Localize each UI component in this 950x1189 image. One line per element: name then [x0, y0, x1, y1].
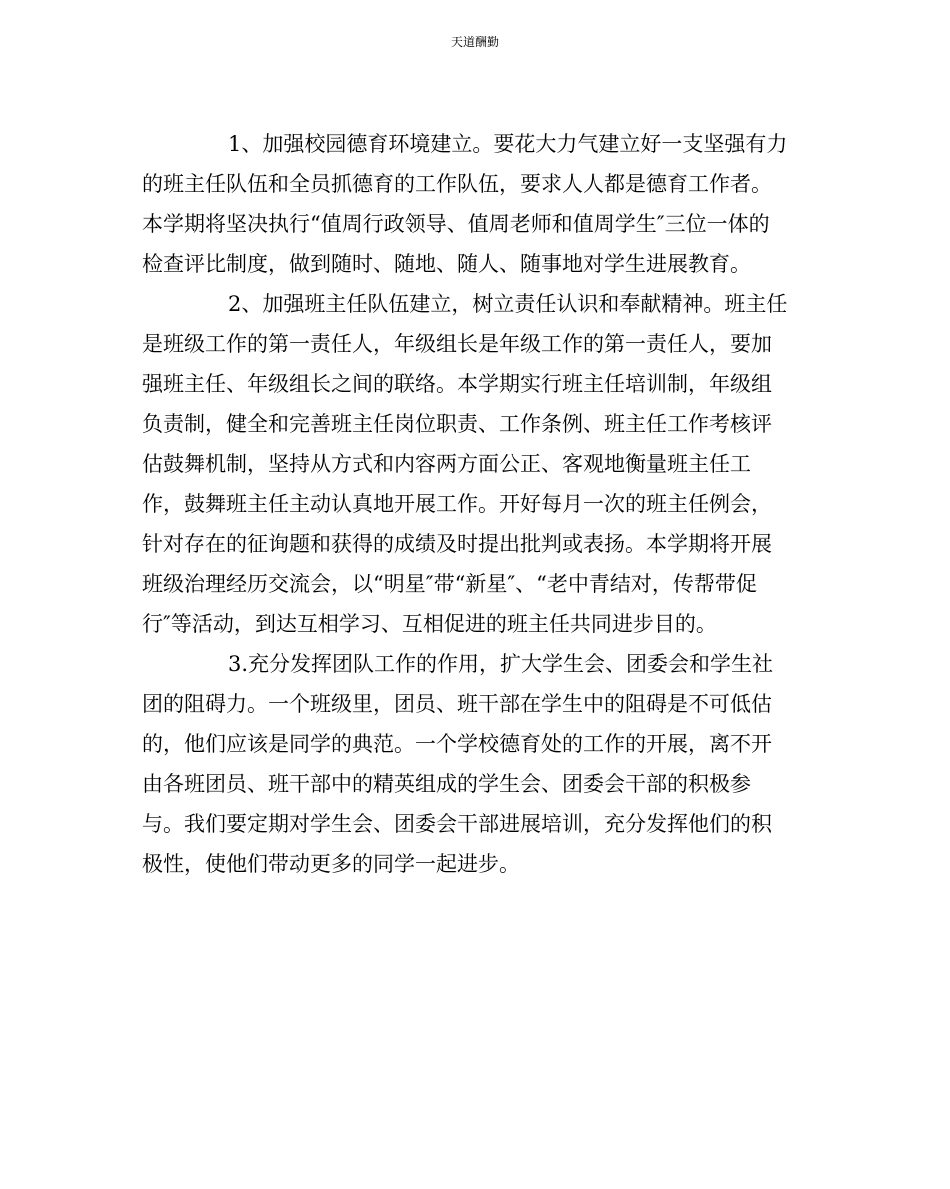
paragraph-3: [142, 644, 808, 884]
text-line: 1、加强校园德育环境建立。要花大力气建立好一支坚强有力: [228, 132, 788, 156]
document-body: [142, 124, 808, 884]
text-line: 极性，使他们带动更多的同学一起进步。: [142, 852, 520, 876]
text-line: 由各班团员、班干部中的精英组成的学生会、团委会干部的积极参: [142, 772, 751, 796]
page-header: 天道酬勤: [450, 35, 499, 49]
text-line: 负责制，健全和完善班主任岗位职责、工作条例、班主任工作考核评: [142, 412, 772, 436]
text-line: 针对存在的征询题和获得的成绩及时提出批判或表扬。本学期将开展: [142, 532, 772, 556]
text-line: 团的阻碍力。一个班级里，团员、班干部在学生中的阻碍是不可低估: [142, 692, 772, 716]
paragraph-2: [142, 284, 808, 644]
paragraph-1: [142, 124, 808, 284]
text-line: 检查评比制度，做到随时、随地、随人、随事地对学生进展教育。: [142, 252, 751, 276]
text-line: 3.充分发挥团队工作的作用，扩大学生会、团委会和学生社: [228, 652, 774, 676]
text-line: 的，他们应该是同学的典范。一个学校德育处的工作的开展，离不开: [142, 732, 772, 756]
text-line: 班级治理经历交流会，以“明星″带“新星″、“老中青结对，传帮带促: [142, 572, 757, 596]
text-line: 行″等活动，到达互相学习、互相促进的班主任共同进步目的。: [142, 612, 717, 636]
text-line: 强班主任、年级组长之间的联络。本学期实行班主任培训制，年级组: [142, 372, 772, 396]
text-line: 与。我们要定期对学生会、团委会干部进展培训，充分发挥他们的积: [142, 812, 772, 836]
text-line: 估鼓舞机制，坚持从方式和内容两方面公正、客观地衡量班主任工: [142, 452, 751, 476]
text-line: 的班主任队伍和全员抓德育的工作队伍，要求人人都是德育工作者。: [142, 172, 772, 196]
text-line: 2、加强班主任队伍建立，树立责任认识和奉献精神。班主任: [228, 292, 788, 316]
text-line: 本学期将坚决执行“值周行政领导、值周老师和值周学生″三位一体的: [142, 212, 770, 236]
text-line: 作，鼓舞班主任主动认真地开展工作。开好每月一次的班主任例会，: [142, 492, 772, 516]
text-line: 是班级工作的第一责任人，年级组长是年级工作的第一责任人，要加: [142, 332, 772, 356]
